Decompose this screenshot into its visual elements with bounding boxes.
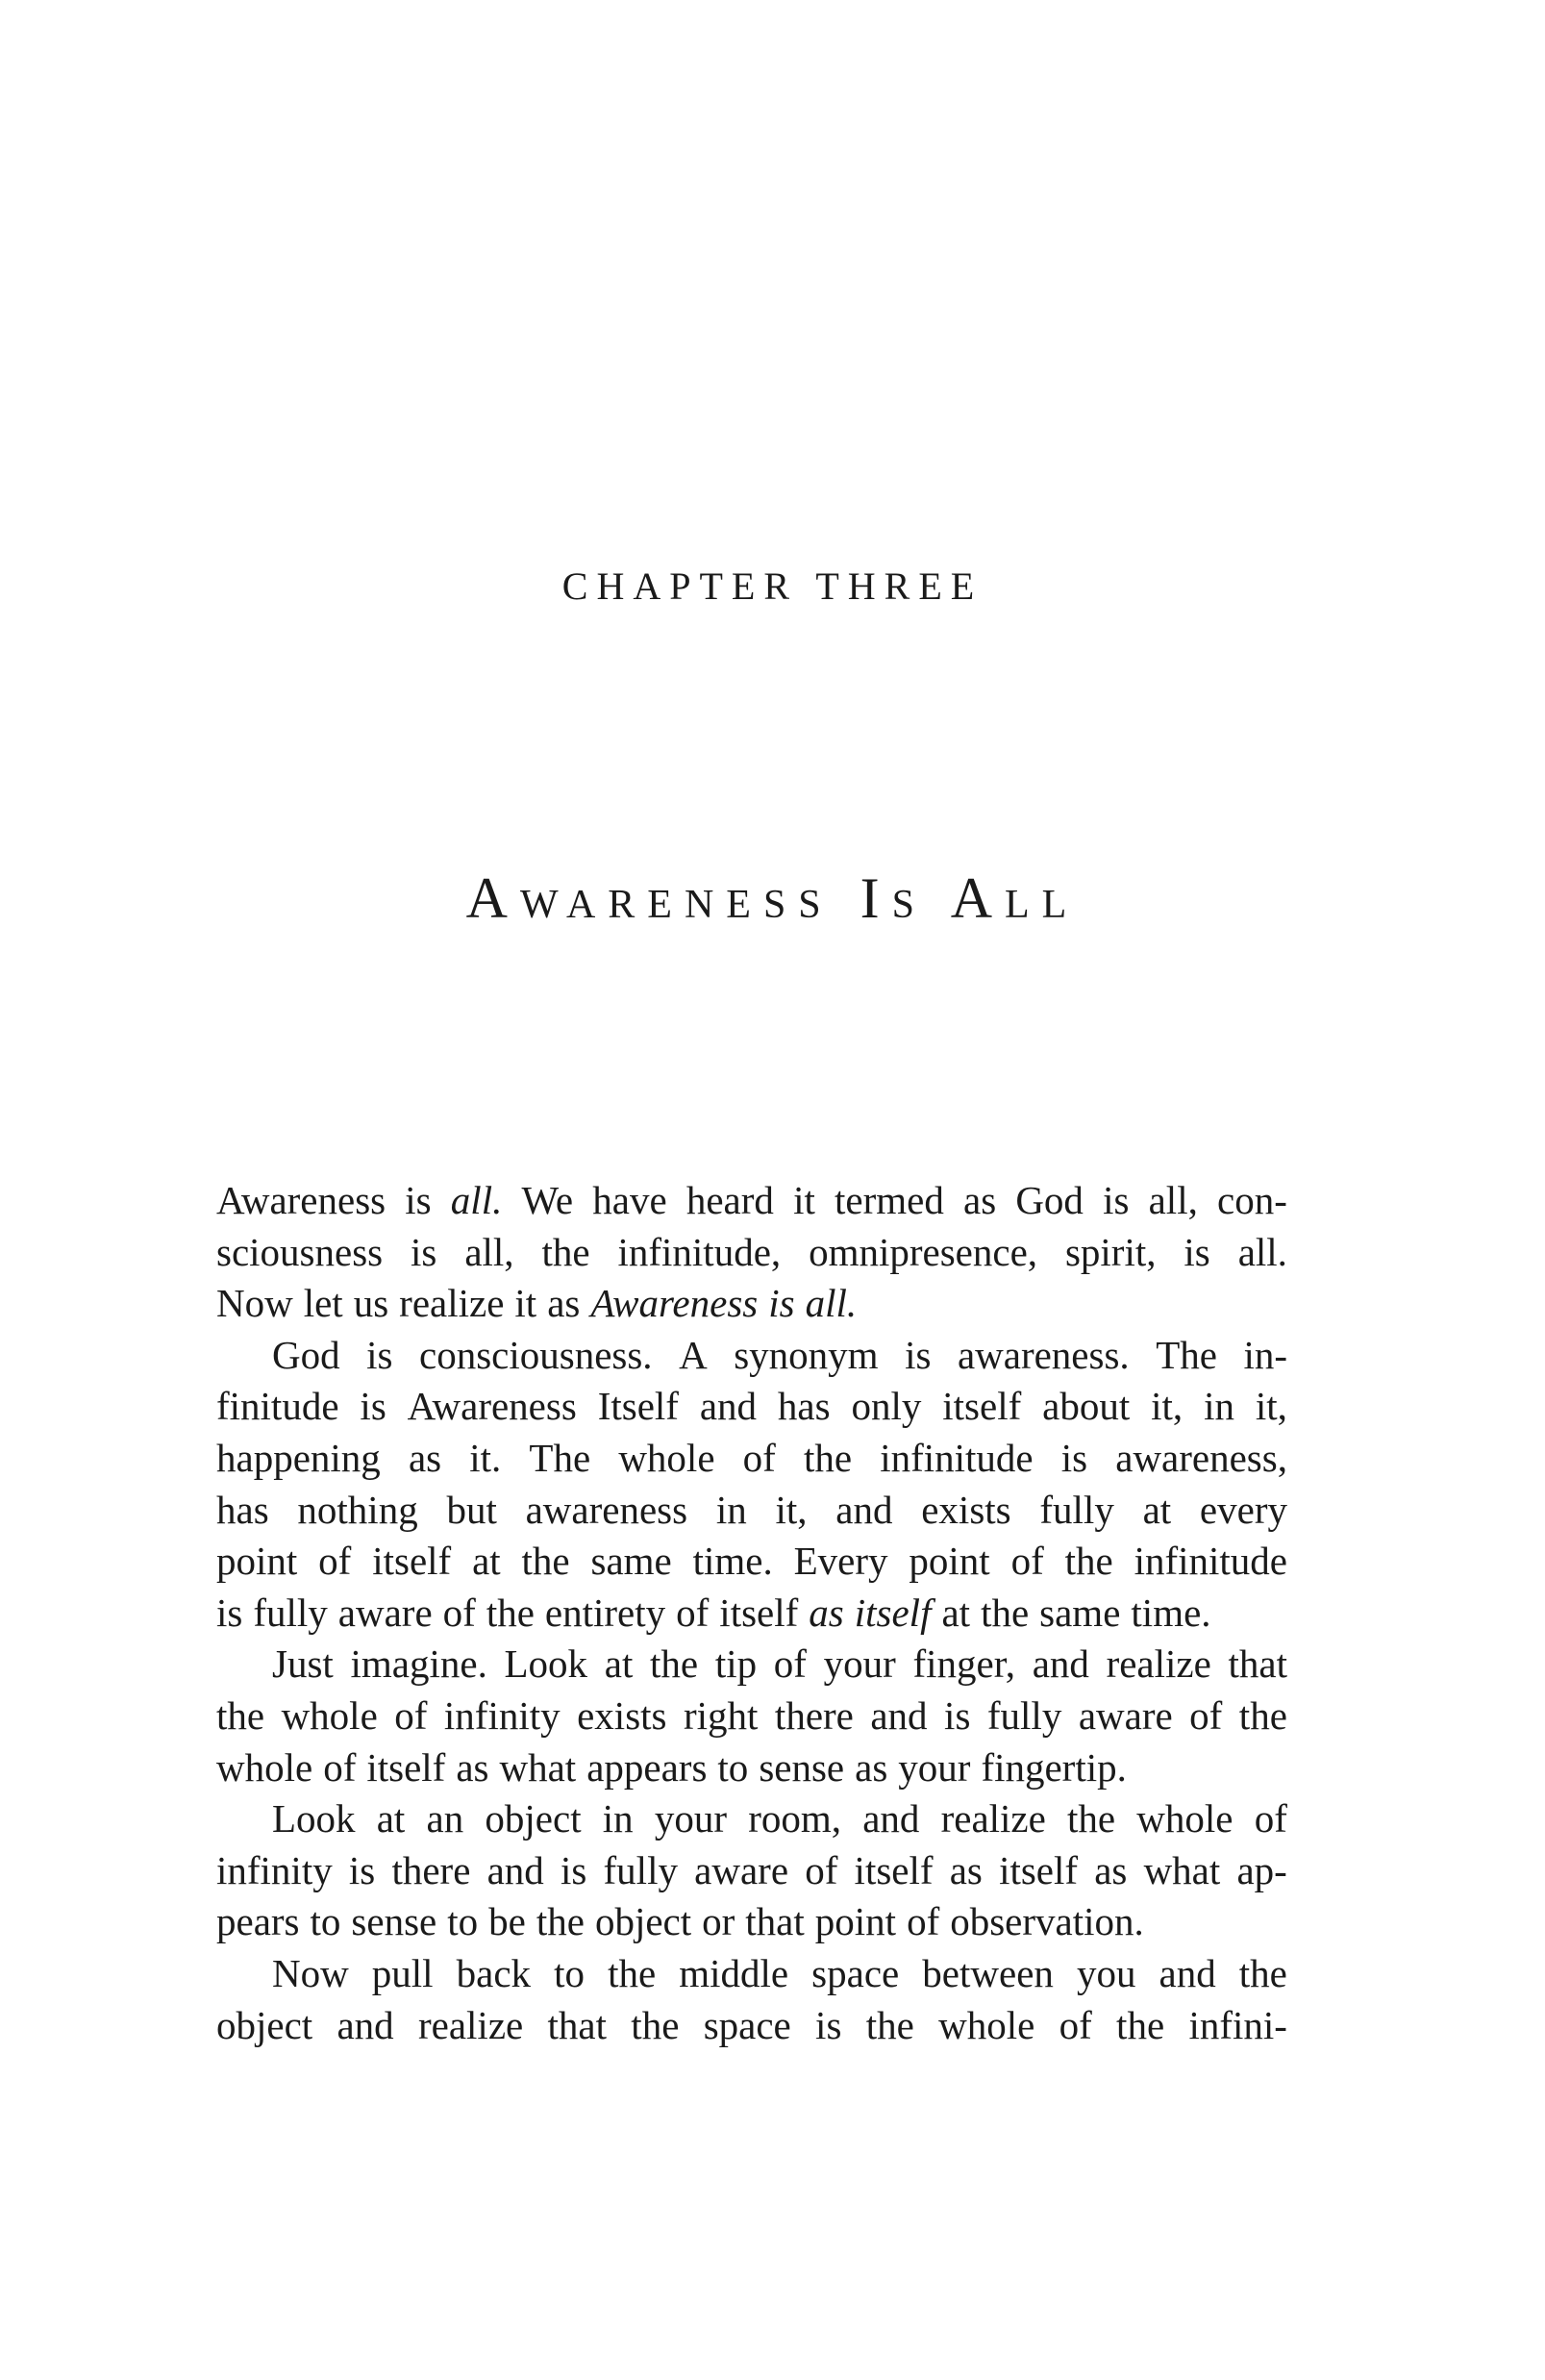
word: only <box>851 1384 922 1429</box>
word: observation. <box>950 1899 1144 1944</box>
word: the <box>521 1539 570 1584</box>
word: same <box>1039 1590 1121 1635</box>
word: be <box>488 1899 526 1944</box>
word: you <box>1076 1950 1136 1995</box>
word: consciousness. <box>419 1332 653 1377</box>
word: space <box>811 1950 900 1995</box>
word: aware <box>1078 1692 1173 1738</box>
word: in <box>1204 1384 1234 1429</box>
word: at <box>1142 1487 1172 1532</box>
word: as <box>547 1281 581 1326</box>
word: fingertip. <box>981 1744 1127 1790</box>
word: itself <box>372 1539 452 1584</box>
word: what <box>1143 1847 1221 1892</box>
word: all, <box>1148 1178 1198 1222</box>
word: at <box>941 1590 971 1635</box>
word: what <box>499 1744 577 1790</box>
word: whole <box>281 1692 378 1738</box>
word: of <box>318 1539 352 1584</box>
word: object <box>216 2002 313 2047</box>
word: whole <box>938 2002 1035 2047</box>
word: appears <box>586 1744 708 1790</box>
word: and <box>835 1487 893 1532</box>
word: Awareness <box>216 1178 386 1222</box>
word: is <box>1184 1229 1210 1274</box>
word: is <box>1103 1178 1130 1222</box>
word: realize <box>1106 1641 1211 1687</box>
word: Now <box>216 1281 293 1326</box>
word: fully <box>603 1847 678 1892</box>
word: Look <box>504 1641 588 1687</box>
word: ap- <box>1236 1847 1287 1892</box>
word: infinity <box>443 1692 561 1738</box>
text-line <box>216 1330 1287 1382</box>
word: as <box>809 1590 844 1635</box>
word: is <box>348 1847 376 1892</box>
word: con- <box>1217 1178 1287 1222</box>
word: the <box>650 1641 699 1687</box>
word: pears <box>216 1899 300 1944</box>
word: sciousness <box>216 1229 384 1274</box>
word: every <box>1199 1487 1287 1532</box>
word: as <box>1094 1847 1128 1892</box>
word: itself <box>719 1590 799 1635</box>
word: object <box>485 1796 582 1841</box>
text-line <box>216 1485 1287 1537</box>
word: whole <box>618 1435 715 1480</box>
word: middle <box>679 1950 789 1995</box>
word: entirety <box>544 1590 666 1635</box>
word: of <box>323 1744 357 1790</box>
word: fully <box>253 1590 328 1635</box>
body-text <box>216 1175 1287 2051</box>
word: Itself <box>597 1384 679 1429</box>
word: in <box>715 1487 747 1532</box>
word: to <box>717 1744 749 1790</box>
word: realize <box>399 1281 505 1326</box>
word: is <box>411 1229 437 1274</box>
word: as <box>855 1744 888 1790</box>
word: point <box>814 1899 897 1944</box>
text-line <box>216 1381 1287 1433</box>
word: Just <box>272 1641 334 1687</box>
text-line <box>216 1175 1287 1227</box>
word: of <box>1059 2002 1092 2047</box>
word: it <box>514 1281 537 1326</box>
word: fully <box>986 1692 1062 1738</box>
text-line <box>216 1278 1287 1330</box>
word: heard <box>685 1178 774 1222</box>
word: there <box>391 1847 471 1892</box>
word: your <box>654 1796 728 1841</box>
word: the <box>536 1899 585 1944</box>
word: your <box>898 1744 971 1790</box>
word: it <box>793 1178 815 1222</box>
chapter-label: CHAPTER THREE <box>561 564 984 608</box>
word: in- <box>1243 1332 1287 1377</box>
word: as <box>949 1847 983 1892</box>
text-line <box>216 1227 1287 1279</box>
word: is <box>815 2002 842 2047</box>
word: fully <box>1039 1487 1114 1532</box>
word: in <box>602 1796 634 1841</box>
word: God <box>272 1332 340 1377</box>
word: the <box>608 1950 657 1995</box>
word: sense <box>759 1744 845 1790</box>
word: it, <box>775 1487 808 1532</box>
word: termed <box>835 1178 944 1222</box>
word: realize <box>940 1796 1046 1841</box>
word: same <box>590 1539 672 1584</box>
word: and <box>1159 1950 1216 1995</box>
word: whole <box>1136 1796 1234 1841</box>
word: is <box>905 1332 932 1377</box>
word: all. <box>805 1281 858 1326</box>
word: room, <box>748 1796 842 1841</box>
word: and <box>699 1384 758 1429</box>
word: of <box>442 1590 476 1635</box>
word: of <box>773 1641 807 1687</box>
word: spirit, <box>1064 1229 1157 1274</box>
word: Awareness <box>407 1384 577 1429</box>
word: as <box>963 1178 997 1222</box>
word: exists <box>921 1487 1011 1532</box>
word: infinitude <box>1134 1539 1287 1584</box>
word: tip <box>714 1641 758 1687</box>
word: itself <box>942 1384 1022 1429</box>
word: itself <box>999 1847 1079 1892</box>
word: of <box>742 1435 776 1480</box>
word: awareness, <box>1115 1435 1287 1480</box>
word: of <box>676 1590 710 1635</box>
word: and <box>486 1847 544 1892</box>
text-line <box>216 1845 1287 1897</box>
word: the <box>486 1590 535 1635</box>
word: of <box>805 1847 838 1892</box>
word: the <box>1116 2002 1165 2047</box>
word: pull <box>371 1950 434 1995</box>
word: infinitude <box>880 1435 1034 1480</box>
chapter-title: Awareness Is All <box>465 866 1080 930</box>
word: of <box>907 1899 940 1944</box>
word: the <box>803 1435 853 1480</box>
word: is <box>405 1178 432 1222</box>
text-line <box>216 1793 1287 1845</box>
word: there <box>774 1692 854 1738</box>
word: and <box>862 1796 920 1841</box>
word: the <box>541 1229 590 1274</box>
word: synonym <box>734 1332 879 1377</box>
word: the <box>631 2002 680 2047</box>
word: infinity <box>216 1847 333 1892</box>
word: Awareness <box>590 1281 759 1326</box>
word: is <box>216 1590 243 1635</box>
word: infinitude, <box>617 1229 782 1274</box>
text-line <box>216 1536 1287 1588</box>
word: finitude <box>216 1384 339 1429</box>
word: and <box>336 2002 394 2047</box>
word: nothing <box>297 1487 418 1532</box>
word: back <box>456 1950 532 1995</box>
text-line <box>216 1433 1287 1485</box>
word: it, <box>1151 1384 1184 1429</box>
word: imagine. <box>350 1641 487 1687</box>
word: of <box>1254 1796 1287 1841</box>
text-line <box>216 1896 1287 1948</box>
word: infini- <box>1188 2002 1287 2047</box>
word: has <box>216 1487 269 1532</box>
word: awareness <box>525 1487 688 1532</box>
word: to <box>447 1899 479 1944</box>
word: us <box>353 1281 389 1326</box>
word: itself <box>366 1744 446 1790</box>
word: at <box>472 1539 501 1584</box>
word: Look <box>272 1796 356 1841</box>
word: realize <box>417 2002 524 2047</box>
word: the <box>1238 1950 1287 1995</box>
word: that <box>745 1899 805 1944</box>
word: The <box>529 1435 591 1480</box>
text-line <box>216 2000 1287 2052</box>
word: that <box>547 2002 607 2047</box>
word: and <box>1032 1641 1089 1687</box>
word: finger, <box>912 1641 1015 1687</box>
word: omnipresence, <box>809 1229 1038 1274</box>
word: whole <box>216 1744 313 1790</box>
word: exists <box>577 1692 667 1738</box>
word: is <box>366 1332 393 1377</box>
word: aware <box>337 1590 433 1635</box>
word: the <box>981 1590 1030 1635</box>
word: it. <box>469 1435 502 1480</box>
word: We <box>521 1178 574 1222</box>
word: between <box>922 1950 1054 1995</box>
word: Now <box>272 1950 349 1995</box>
word: of <box>394 1692 428 1738</box>
word: space <box>703 2002 791 2047</box>
text-line <box>216 1691 1287 1742</box>
word: Every <box>793 1539 888 1584</box>
word: have <box>592 1178 667 1222</box>
word: object <box>594 1899 692 1944</box>
word: time. <box>1131 1590 1211 1635</box>
word: has <box>777 1384 831 1429</box>
word: an <box>426 1796 464 1841</box>
word: all. <box>1237 1229 1287 1274</box>
word: as <box>408 1435 442 1480</box>
text-line <box>216 1639 1287 1691</box>
word: itself <box>854 1590 932 1635</box>
text-line <box>216 1588 1287 1640</box>
word: sense <box>351 1899 437 1944</box>
word: The <box>1156 1332 1217 1377</box>
word: your <box>823 1641 896 1687</box>
word: is <box>560 1847 587 1892</box>
word: at <box>604 1641 634 1687</box>
word: at <box>376 1796 406 1841</box>
word: about <box>1042 1384 1131 1429</box>
text-line <box>216 1948 1287 2000</box>
word: God <box>1015 1178 1084 1222</box>
word: let <box>303 1281 343 1326</box>
word: is <box>360 1384 386 1429</box>
word: the <box>1238 1692 1287 1738</box>
word: itself <box>854 1847 934 1892</box>
word: awareness. <box>957 1332 1130 1377</box>
word: aware <box>694 1847 789 1892</box>
word: is <box>1060 1435 1088 1480</box>
word: and <box>870 1692 928 1738</box>
word: as <box>456 1744 489 1790</box>
word: time. <box>692 1539 773 1584</box>
word: A <box>679 1332 708 1377</box>
text-line <box>216 1742 1287 1794</box>
word: point <box>216 1539 298 1584</box>
word: is <box>944 1692 971 1738</box>
word: of <box>1189 1692 1223 1738</box>
word: that <box>1228 1641 1287 1687</box>
word: the <box>1067 1796 1116 1841</box>
word: to <box>554 1950 586 1995</box>
word: the <box>865 2002 914 2047</box>
word: or <box>702 1899 735 1944</box>
word: right <box>684 1692 759 1738</box>
word: the <box>1064 1539 1113 1584</box>
word: is <box>768 1281 795 1326</box>
word: but <box>446 1487 497 1532</box>
word: of <box>1010 1539 1044 1584</box>
word: it, <box>1255 1384 1287 1429</box>
word: all, <box>464 1229 514 1274</box>
word: all. <box>450 1178 503 1222</box>
word: happening <box>216 1435 381 1480</box>
word: point <box>909 1539 990 1584</box>
word: to <box>310 1899 341 1944</box>
word: the <box>216 1692 265 1738</box>
